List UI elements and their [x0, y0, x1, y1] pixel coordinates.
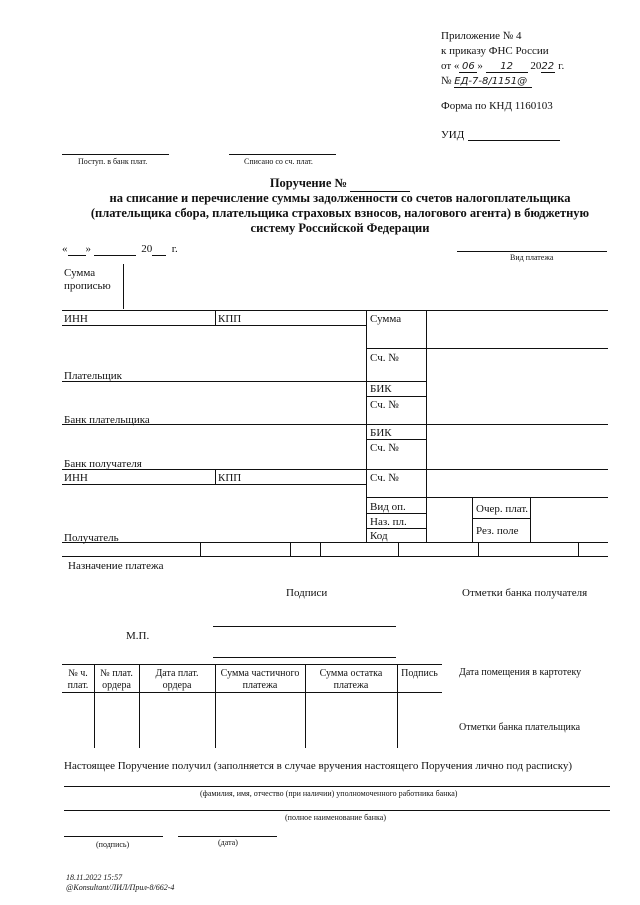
- debited-line: [229, 154, 336, 155]
- queue-label: Очер. плат.: [476, 503, 529, 515]
- title-line3: (плательщика сбора, плательщика страховых взносов, налогового агента) в бюджетную: [90, 206, 590, 220]
- sum-words-divider: [123, 264, 124, 309]
- signature-line-1: [213, 626, 396, 627]
- recipient-bank-label: Банк получателя: [64, 458, 142, 470]
- signature-line-2: [213, 657, 396, 658]
- payer-bik-label: БИК: [370, 383, 392, 395]
- payer-kpp-label: КПП: [218, 313, 242, 325]
- code-cell-6: [578, 542, 579, 556]
- order-date: от « 06 » 12 2022 г.: [441, 60, 565, 72]
- recipient-inn-bottom-line: [62, 484, 366, 485]
- form-code: Форма по КНД 1160103: [441, 100, 553, 112]
- recipient-bik-line: [366, 439, 426, 440]
- row-line-inn: [62, 310, 608, 311]
- inn-bottom-line: [62, 325, 366, 326]
- sum-bottom-line: [366, 348, 608, 349]
- sum-words-label1: Сумма: [64, 267, 96, 279]
- column-header-order-no: № плат. ордера: [100, 668, 133, 691]
- recipient-label: Получатель: [64, 532, 119, 544]
- column-header-part-no: № ч. плат.: [67, 668, 89, 691]
- purpose-code-label: Наз. пл.: [370, 516, 407, 528]
- title-line2: на списание и перечисление суммы задолженности со счетов налогоплательщика: [109, 191, 571, 205]
- recipient-kpp-label: КПП: [218, 472, 242, 484]
- footer-reference: @Konsultant/ЛИЛ/Прил-8/662-4: [66, 883, 175, 892]
- code-cell-1: [200, 542, 201, 556]
- document-date: « » 20 г.: [62, 243, 178, 255]
- recipient-bank-bottom-line: [62, 469, 608, 470]
- code-cell-4: [398, 542, 399, 556]
- appendix-number: Приложение № 4: [441, 30, 522, 42]
- payer-bottom-line: [62, 381, 426, 382]
- recipient-bank-marks-label: Отметки банка получателя: [462, 587, 588, 599]
- fio-caption: (фамилия, имя, отчество (при наличии) уполномоченного работника банка): [200, 789, 458, 798]
- title-line1: Поручение №: [60, 176, 620, 192]
- bank-name-caption: (полное наименование банка): [285, 813, 386, 822]
- sum-words-label2: прописью: [64, 280, 111, 292]
- payment-purpose-label: Назначение платежа: [68, 560, 164, 572]
- payer-label: Плательщик: [64, 370, 122, 382]
- op-type-label: Вид оп.: [370, 501, 406, 513]
- main-column-divider: [366, 310, 367, 542]
- recipient-bik-label: БИК: [370, 427, 392, 439]
- code-cell-3: [320, 542, 321, 556]
- bik-line: [366, 396, 426, 397]
- debited-caption: Списано со сч. плат.: [244, 157, 313, 166]
- payer-inn-label: ИНН: [64, 313, 88, 325]
- inn-kpp-divider: [215, 310, 216, 325]
- signature-line: [64, 836, 163, 837]
- queue-left-divider: [472, 497, 473, 542]
- uid-label: УИД: [441, 129, 465, 141]
- column-header-remaining-sum: Сумма остатка платежа: [319, 668, 383, 691]
- column-header-partial-sum: Сумма частичного платежа: [220, 668, 300, 691]
- payment-type-caption: Вид платежа: [510, 253, 554, 262]
- payer-bank-label: Банк плательщика: [64, 414, 150, 426]
- queue-line: [472, 518, 530, 519]
- recipient-account-label: Сч. №: [370, 472, 399, 484]
- column-header-signature: Подпись: [401, 668, 438, 679]
- recipient-inn-kpp-divider: [215, 469, 216, 484]
- code-label: Код: [370, 530, 388, 542]
- bank-name-line: [64, 810, 610, 811]
- card-date-label: Дата помещения в картотеку: [459, 667, 582, 678]
- seal-label: М.П.: [126, 630, 150, 642]
- queue-right-divider: [530, 497, 531, 542]
- payment-type-line: [457, 251, 607, 252]
- fio-line: [64, 786, 610, 787]
- table-top-line: [62, 664, 442, 665]
- payer-bank-account-label: Сч. №: [370, 399, 399, 411]
- recipient-account-bottom-line: [366, 497, 608, 498]
- signatures-label: Подписи: [286, 587, 328, 599]
- date-caption: (дата): [218, 838, 238, 847]
- code-row-bottom-line: [62, 556, 608, 557]
- op-type-line: [366, 513, 426, 514]
- purpose-code-line: [366, 528, 426, 529]
- order-number: № ЕД-7-8/1151@: [441, 75, 532, 88]
- received-line: [62, 154, 169, 155]
- payer-bank-marks-label: Отметки банка плательщика: [459, 722, 581, 733]
- date-line: [178, 836, 277, 837]
- table-header-line: [62, 692, 442, 693]
- title-line4: систему Российской Федерации: [250, 221, 430, 235]
- signature-caption: (подпись): [96, 840, 130, 849]
- recipient-bank-account-label: Сч. №: [370, 442, 399, 454]
- received-caption: Поступ. в банк плат.: [78, 157, 148, 166]
- payer-bank-bottom-line: [62, 424, 608, 425]
- receipt-statement: Настоящее Поручение получил (заполняется в случае вручения настоящего Поручения лично под расписку): [64, 760, 573, 772]
- reserve-label: Рез. поле: [476, 525, 519, 537]
- recipient-inn-label: ИНН: [64, 472, 88, 484]
- column-header-order-date: Дата плат. ордера: [155, 668, 199, 691]
- value-column-divider: [426, 310, 427, 542]
- recipient-bottom-line: [62, 542, 608, 543]
- code-cell-5: [478, 542, 479, 556]
- sum-label: Сумма: [370, 313, 402, 325]
- footer-timestamp: 18.11.2022 15:57: [66, 873, 123, 882]
- code-cell-2: [290, 542, 291, 556]
- payer-account-label: Сч. №: [370, 352, 399, 364]
- order-reference: к приказу ФНС России: [441, 45, 549, 57]
- uid-line: [468, 140, 560, 141]
